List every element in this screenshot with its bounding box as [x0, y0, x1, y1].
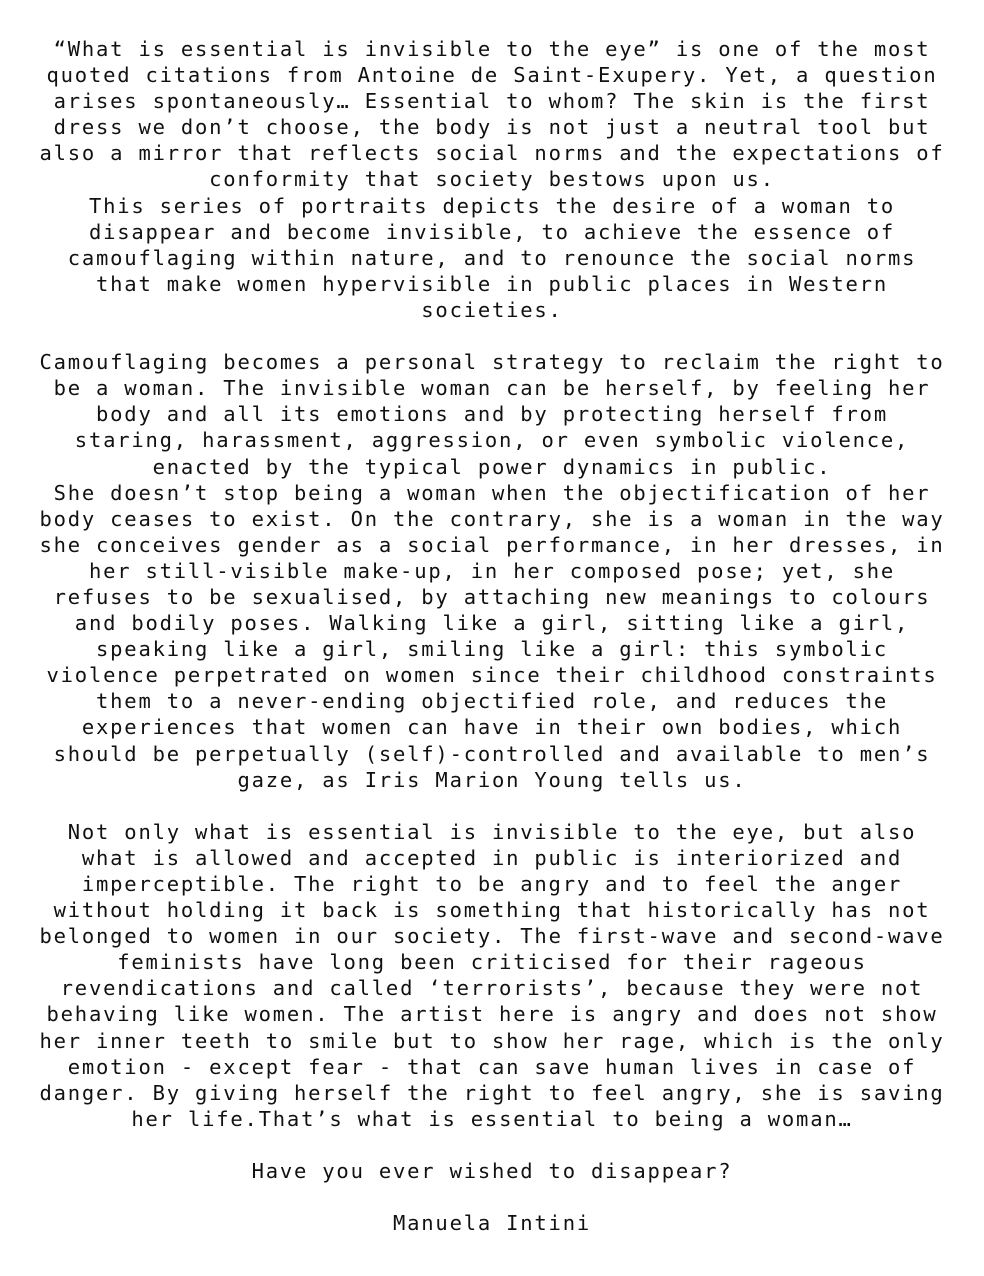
- text-line: violence perpetrated on women since their childhood constraints: [46, 663, 938, 688]
- text-line: emotion - except fear - that can save human lives in case of: [67, 1054, 917, 1079]
- text-line: without holding it back is something that historically has not: [53, 898, 931, 923]
- text-line: imperceptible. The right to be angry and to feel the anger: [81, 872, 903, 896]
- text-line: Camouflaging becomes a personal strategy to reclaim the right to: [39, 350, 945, 375]
- text-line: them to a never-ending objectified role, and reduces the: [96, 689, 888, 714]
- text-line: camouflaging within nature, and to renounce the social norms: [67, 245, 917, 270]
- text-line: quoted citations from Antoine de Saint-Exupery. Yet, a question: [46, 63, 938, 88]
- text-line: conformity that society bestows upon us.: [209, 167, 775, 192]
- author-signature: Manuela Intini: [393, 1211, 591, 1236]
- text-line: what is allowed and accepted in public is interiorized and: [81, 845, 903, 870]
- text-line: Not only what is essential is invisible to the eye, but also: [67, 819, 917, 844]
- text-line: societies.: [421, 297, 563, 322]
- text-line: arises spontaneously… Essential to whom? The skin is the first: [53, 89, 931, 114]
- paragraph-spacer: [22, 793, 962, 819]
- text-line: disappear and become invisible, to achieve the essence of: [88, 219, 896, 244]
- text-line: danger. By giving herself the right to feel angry, she is saving: [39, 1080, 945, 1105]
- text-line: body ceases to exist. On the contrary, she is a woman in the way: [39, 506, 945, 531]
- paragraph-camouflage: [22, 349, 962, 793]
- text-line: gaze, as Iris Marion Young tells us.: [237, 767, 747, 792]
- text-line: This series of portraits depicts the desire of a woman to: [88, 193, 896, 218]
- text-line: she conceives gender as a social performance, in her dresses, in: [39, 532, 945, 557]
- text-line: be a woman. The invisible woman can be herself, by feeling her: [53, 376, 931, 401]
- text-line: feminists have long been criticised for their rageous: [117, 950, 867, 975]
- text-line: She doesn’t stop being a woman when the objectification of her: [53, 480, 931, 505]
- text-line: and bodily poses. Walking like a girl, sitting like a girl,: [74, 611, 910, 636]
- text-line: her inner teeth to smile but to show her rage, which is the only: [39, 1028, 945, 1053]
- text-line: staring, harassment, aggression, or even symbolic violence,: [74, 428, 910, 453]
- paragraph-anger: [22, 819, 962, 1132]
- text-line: speaking like a girl, smiling like a girl: this symbolic: [96, 637, 888, 662]
- paragraph-intro: [22, 36, 962, 323]
- document-body: [22, 36, 962, 1236]
- text-line: should be perpetually (self)-controlled and available to men’s: [53, 741, 931, 766]
- text-line: enacted by the typical power dynamics in public.: [152, 454, 832, 479]
- text-line: belonged to women in our society. The first-wave and second-wave: [39, 924, 945, 949]
- text-line: her life.That’s what is essential to being a woman…: [131, 1106, 853, 1131]
- paragraph-spacer: [22, 1132, 962, 1158]
- text-line: revendications and called ‘terrorists’, because they were not: [60, 976, 924, 1001]
- paragraph-spacer: [22, 323, 962, 349]
- text-line: experiences that women can have in their own bodies, which: [81, 715, 903, 740]
- text-line: that make women hypervisible in public places in Western: [96, 271, 888, 296]
- text-line: behaving like women. The artist here is angry and does not show: [46, 1002, 938, 1027]
- text-line: her still-visible make-up, in her composed pose; yet, she: [88, 558, 896, 583]
- text-line: also a mirror that reflects social norms and the expectations of: [39, 141, 945, 166]
- paragraph-spacer: [22, 1184, 962, 1210]
- text-line: body and all its emotions and by protecting herself from: [96, 402, 888, 427]
- text-line: “What is essential is invisible to the eye” is one of the most: [53, 37, 931, 61]
- closing-question: Have you ever wished to disappear?: [251, 1159, 733, 1184]
- text-line: refuses to be sexualised, by attaching new meanings to colours: [53, 584, 931, 609]
- text-line: dress we don’t choose, the body is not just a neutral tool but: [53, 115, 931, 140]
